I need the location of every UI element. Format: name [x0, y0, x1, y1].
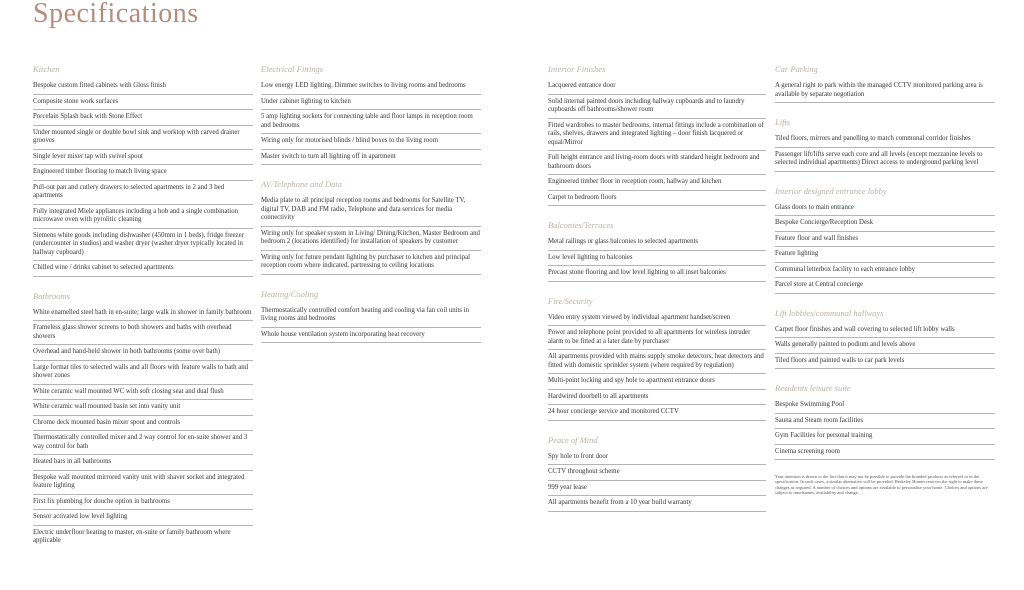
spec-item: 5 amp lighting sockets for connecting table and floor lamps in reception room and bedrooms — [261, 110, 481, 134]
spec-item: Power and telephone point provided to all apartments for wireless intruder alarm to be fitted at a later date by purchaser — [548, 326, 766, 350]
spec-item: Chrome deck mounted basin mixer spout and controls — [33, 416, 253, 432]
section-title: AV/Telephone and Data — [261, 179, 342, 189]
section-peace-of-mind — [548, 435, 766, 512]
spec-item: Bespoke custom fitted cabinets with Gloss finish — [33, 79, 253, 95]
disclaimer-footnote: Your attention is drawn to the fact that it may not be possible to provide the branded products as referred to in the specification. In such cases, a similar alternative will be provided. Berkeley Homes reserves the right to make these changes as required. A number of choices and options are available to personalise your home. Choices and options are subject to timeframes, availability and change. — [775, 474, 988, 496]
section-electrical-fittings — [261, 64, 481, 165]
spec-item: Sauna and Steam room facilities — [775, 414, 995, 430]
section-lifts — [775, 117, 995, 172]
spec-item: Overhead and hand-held shower in both bathrooms (some over bath) — [33, 345, 253, 361]
spec-item: Video entry system viewed by individual apartment handset/screen — [548, 311, 766, 327]
spec-item: Walls generally painted to podium and levels above — [775, 338, 995, 354]
section-leisure-suite — [775, 383, 995, 460]
spec-item: 24 hour concierge service and monitored CCTV — [548, 405, 766, 421]
section-balconies-terraces — [548, 220, 766, 282]
section-title: Lift lobbies/communal hallways — [775, 307, 884, 318]
section-kitchen — [33, 64, 253, 277]
spec-item: Spy hole to front door — [548, 450, 766, 466]
spec-item: Siemens white goods including dishwasher (450mm in 1 beds), fridge freezer (undercounter in studios) and washer dryer (washer dryer typically located in hallway cupboard) — [33, 229, 253, 262]
spec-item: Fitted wardrobes to master bedrooms, internal fittings include a combination of rails, shelves, drawers and integrated lighting – door finish lacquered or equal/Mirror — [548, 119, 766, 152]
spec-item: Sensor activated low level lighting — [33, 510, 253, 526]
spec-item: Chilled wine / drinks cabinet to selected apartments — [33, 261, 253, 277]
spec-item: Communal letterbox facility to each entrance lobby — [775, 263, 995, 279]
spec-item: Engineered timber floor in reception room, hallway and kitchen — [548, 175, 766, 191]
section-car-parking — [775, 64, 995, 103]
spec-item: Gym Facilities for personal training — [775, 429, 995, 445]
section-title: Car Parking — [775, 64, 818, 74]
spec-item: Hardwired doorbell to all apartments — [548, 390, 766, 406]
spec-item: Thermostatically controlled comfort heating and cooling via fan coil units in living rooms and bedrooms — [261, 304, 481, 328]
spec-item: Solid internal painted doors including hallway cupboards and to laundry cupboards off bathrooms/shower room — [548, 95, 766, 119]
section-title: Bathrooms — [33, 290, 70, 301]
spec-item: Frameless glass shower screens to both showers and baths with overhead showers — [33, 321, 253, 345]
spec-item: CCTV throughout scheme — [548, 465, 766, 481]
section-entrance-lobby — [775, 186, 995, 294]
spec-item: Bespoke wall mounted mirrored vanity unit with shaver socket and integrated feature lighting — [33, 471, 253, 495]
spec-item: Whole house ventilation system incorporating heat recovery — [261, 328, 481, 344]
spec-item: Feature lighting — [775, 247, 995, 263]
spec-item: Electric underfloor heating to master, en-suite or family bathroom where applicable — [33, 528, 231, 544]
spec-item: Tiled floors, mirrors and panelling to match communal corridor finishes — [775, 132, 995, 148]
spec-item: All apartments benefit from a 10 year build warranty — [548, 496, 766, 512]
spec-item: Passenger lift/lifts serve each core and all levels (except mezzanine levels to selected individual apartments) Direct access to underground parking level — [775, 148, 995, 172]
spec-item: Glass doors to main entrance — [775, 201, 995, 217]
section-title: Electrical Fittings — [261, 64, 324, 74]
spec-item: Low level lighting to balconies — [548, 251, 766, 267]
section-title: Residents leisure suite — [775, 383, 851, 393]
spec-item: 999 year lease — [548, 481, 766, 497]
spec-item: White enamelled steel bath in en-suite; large walk in shower in family bathroom — [33, 306, 253, 322]
spec-item: Thermostatically controlled mixer and 2 way control for en-suite shower and 3 way control for bath — [33, 431, 253, 455]
section-av-telephone-data — [261, 179, 481, 275]
spec-column-3 — [548, 64, 766, 526]
section-interior-finishes — [548, 64, 766, 206]
section-title: Interior Finishes — [548, 64, 606, 74]
section-title: Peace of Mind — [548, 434, 598, 445]
spec-item: Media plate to all principal reception rooms and bedrooms for Satellite TV, digital TV, DAB and FM radio, Telephone and data services for media connectivity — [261, 194, 481, 227]
spec-item: Wiring only for speaker system in Living/ Dining/Kitchen, Master Bedroom and bedroom 2 (locations identified) for installation of speakers by customer — [261, 227, 481, 251]
spec-item: Parcel store at Central concierge — [775, 278, 995, 294]
spec-item: Carpet to bedroom floors — [548, 191, 766, 207]
section-title: Heating/Cooling — [261, 288, 319, 299]
spec-item: Wiring only for motorised blinds / blind boxes to the living room — [261, 134, 481, 150]
spec-item: A general right to park within the managed CCTV monitored parking area is available by separate negotiation — [775, 79, 995, 103]
spec-item: Large format tiles to selected walls and all floors with feature walls to bath and shower zones — [33, 361, 253, 385]
section-heating-cooling — [261, 289, 481, 344]
spec-item: White ceramic wall mounted WC with soft closing seat and dual flush — [33, 385, 253, 401]
spec-item: Feature floor and wall finishes — [775, 232, 995, 248]
spec-item: Carpet floor finishes and wall covering to selected lift lobby walls — [775, 323, 995, 339]
spec-column-1 — [33, 64, 253, 563]
spec-column-4 — [775, 64, 995, 496]
spec-column-2 — [261, 64, 481, 357]
section-title: Kitchen — [33, 64, 60, 74]
spec-item: Under cabinet lighting to kitchen — [261, 95, 481, 111]
spec-item: Fully integrated Miele appliances including a hob and a single combination microwave oven with pyrolitic cleaning — [33, 205, 253, 229]
spec-item: Tiled floors and painted walls to car park levels — [775, 354, 995, 370]
section-title: Lifts — [775, 117, 791, 127]
spec-item: Low energy LED lighting. Dimmer switches to living rooms and bedrooms — [261, 79, 481, 95]
spec-item: Composite stone work surfaces — [33, 95, 253, 111]
spec-item: Metal railings or glass balconies to selected apartments — [548, 235, 766, 251]
spec-item: Precast stone flooring and low level lighting to all inset balconies — [548, 266, 766, 282]
section-fire-security — [548, 296, 766, 421]
page-title: Specifications — [33, 0, 199, 29]
spec-item: Lacquered entrance door — [548, 79, 766, 95]
spec-item: First fix plumbing for douche option in bathrooms — [33, 495, 253, 511]
spec-item: Porcelain Splash back with Stone Effect — [33, 110, 253, 126]
spec-item: Cinema screening room — [775, 445, 995, 461]
section-title: Fire/Security — [548, 295, 593, 306]
section-title: Interior designed entrance lobby — [775, 185, 887, 196]
spec-item: Engineered timber flooring to match living space — [33, 165, 253, 181]
spec-item: Single lever mixer tap with swivel spout — [33, 150, 253, 166]
spec-item: Bespoke Swimming Pool — [775, 398, 995, 414]
spec-item: Master switch to turn all lighting off in apartment — [261, 150, 481, 166]
spec-item: White ceramic wall mounted basin set into vanity unit — [33, 400, 253, 416]
section-bathrooms — [33, 291, 253, 549]
section-title: Balconies/Terraces — [548, 220, 614, 230]
spec-item: Heated bars in all bathrooms — [33, 455, 253, 471]
spec-item: Multi-point locking and spy hole to apartment entrance doors — [548, 374, 766, 390]
spec-item: Full height entrance and living-room doors with standard height bedroom and bathroom doors — [548, 151, 766, 175]
section-lift-lobbies — [775, 308, 995, 370]
spec-item: Pull-out pan and cutlery drawers to selected apartments in 2 and 3 bed apartments — [33, 181, 253, 205]
spec-item: Bespoke Concierge/Reception Desk — [775, 216, 995, 232]
spec-item: All apartments provided with mains supply smoke detectors, heat detectors and fitted with domestic sprinkler system (where required by regulation) — [548, 350, 766, 374]
spec-item: Wiring only for future pendant lighting by purchaser to kitchen and principal reception room where indicated, partressing to ceiling locations — [261, 251, 481, 275]
spec-item: Under mounted single or double bowl sink and worktop with carved drainer grooves — [33, 126, 253, 150]
